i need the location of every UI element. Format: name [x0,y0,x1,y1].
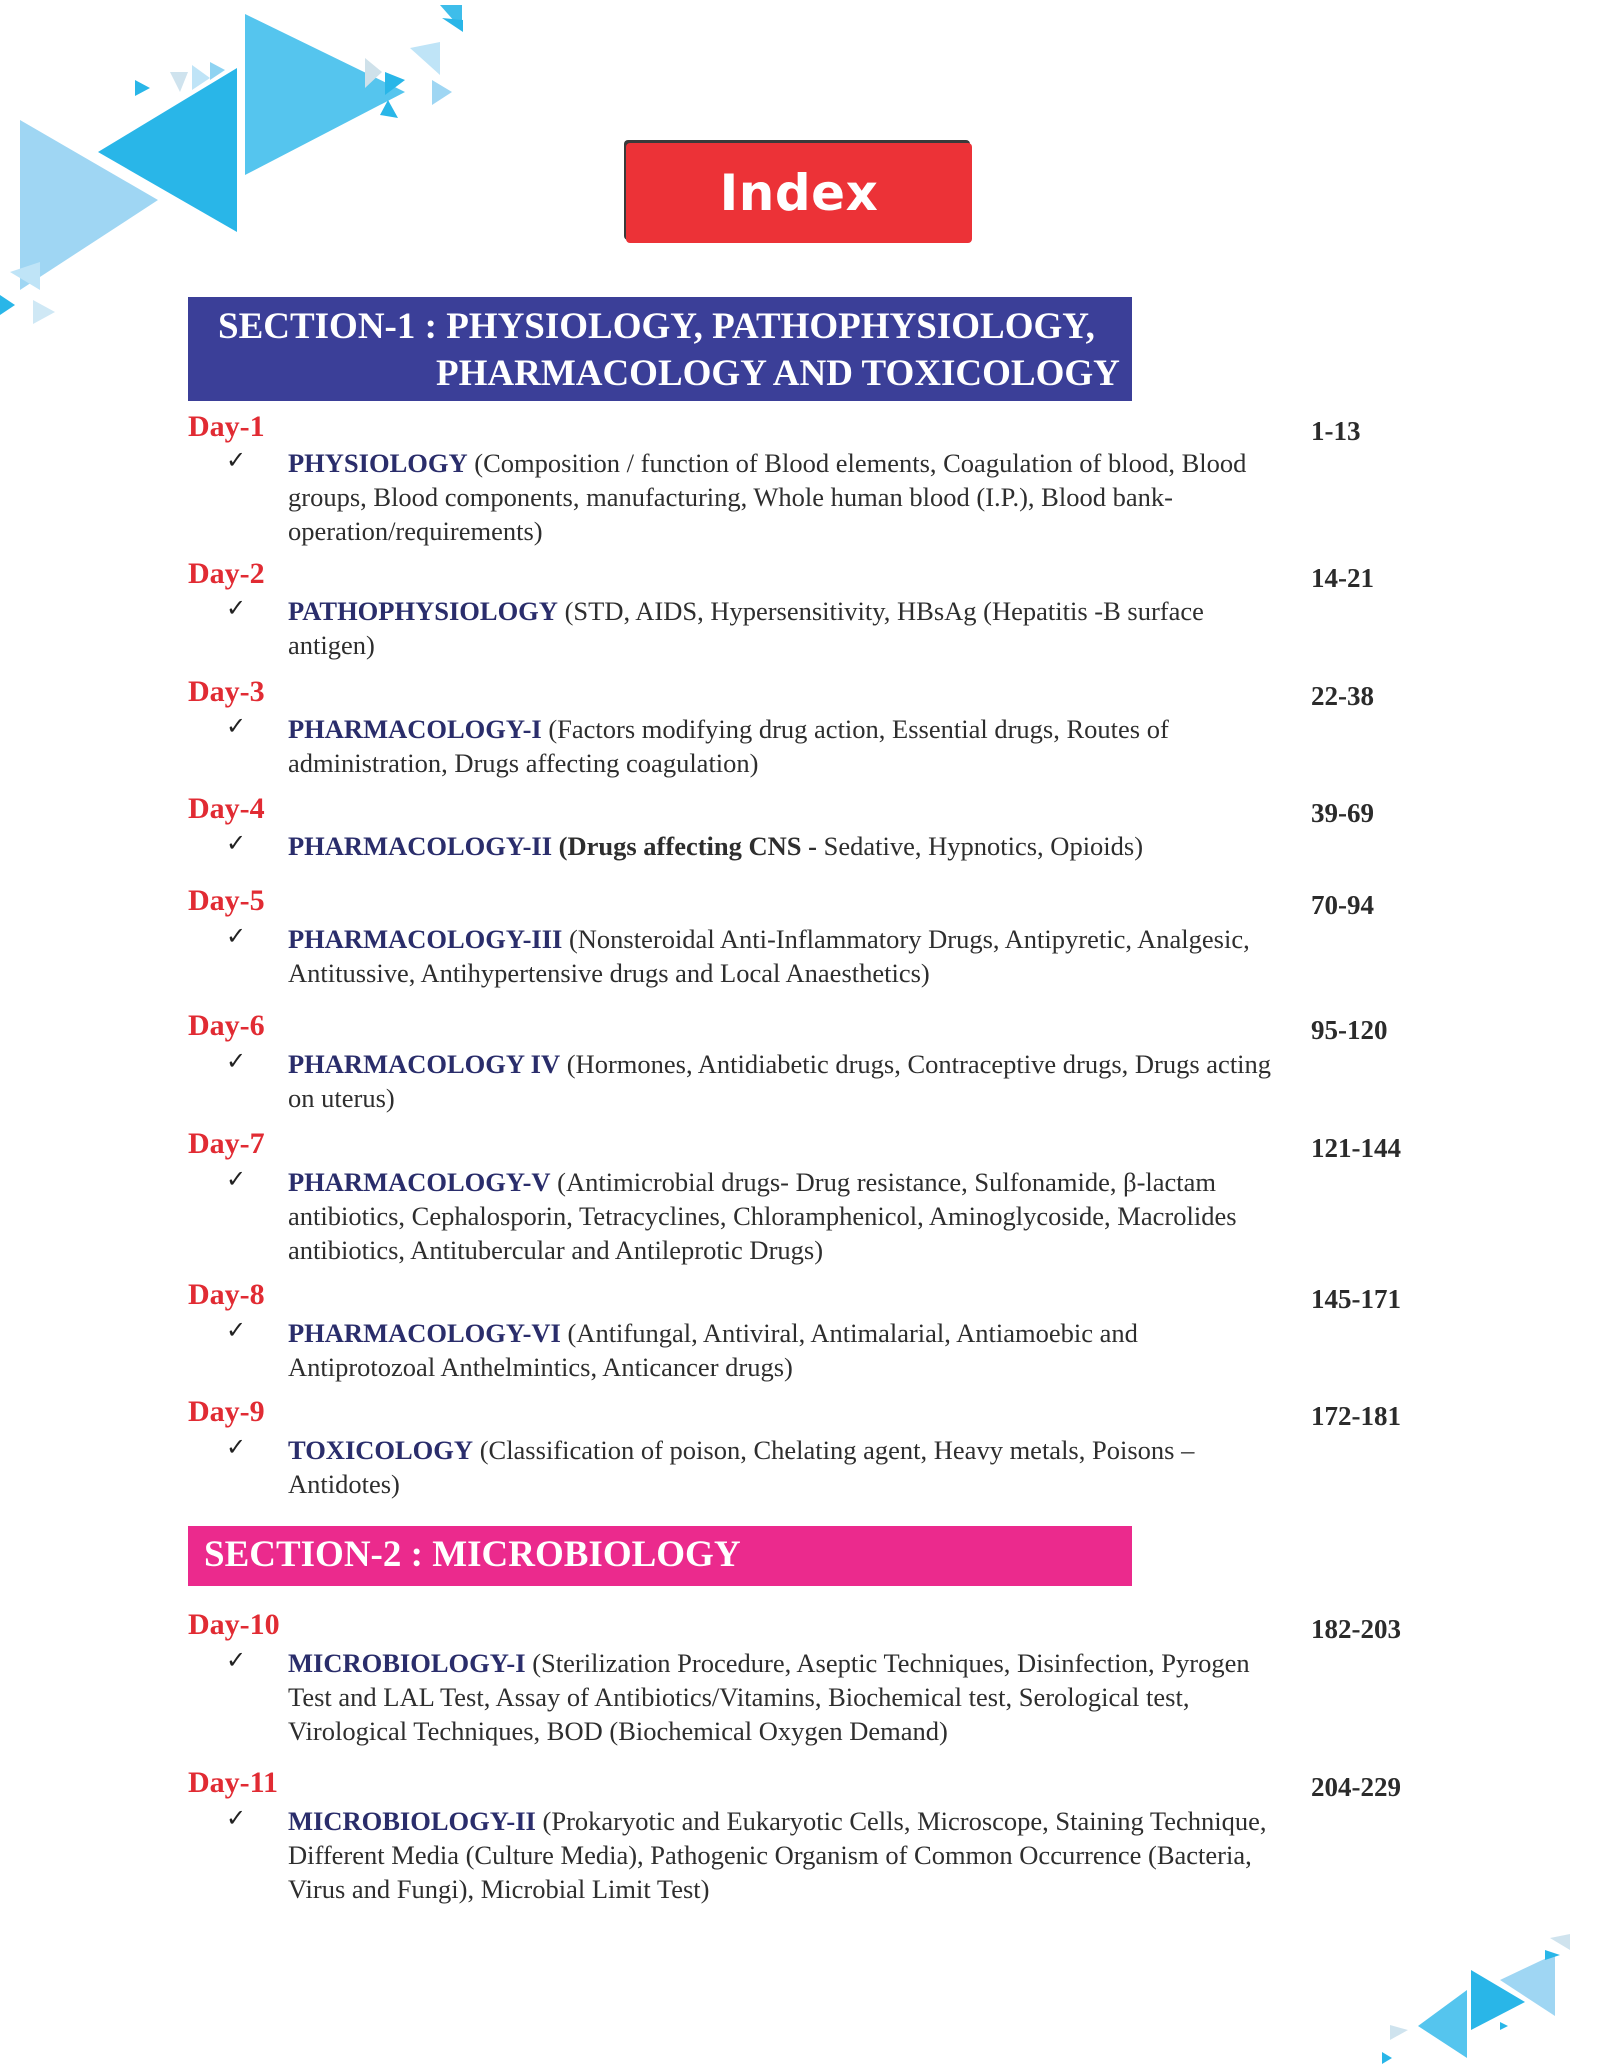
checkmark-icon: ✓ [226,1165,247,1193]
entry-description [288,1047,1288,1115]
entry-description [288,712,1288,780]
checkmark-icon: ✓ [226,446,247,474]
day-label: Day-7 [188,1127,265,1160]
entry-description [288,829,1288,863]
topic-details: (Antimicrobial drugs- Drug resistance, Sulfonamide, β-lactam antibiotics, Cephalosporin, Tetracyclines, Chloramphenicol, Aminoglycoside, Macrolides antibiotics, Antitubercular and Antileprotic Drugs) [288,1167,1237,1265]
topic-label: MICROBIOLOGY-II [288,1806,536,1836]
topic-details: Sedative, Hypnotics, Opioids) [823,831,1144,861]
page-range: 70-94 [1311,890,1374,920]
entry-description [288,594,1288,662]
checkmark-icon: ✓ [226,829,247,857]
topic-details: (Hormones, Antidiabetic drugs, Contraceptive drugs, Drugs acting on uterus) [288,1049,1272,1113]
section-2-title: SECTION-2 : MICROBIOLOGY [204,1534,741,1575]
checkmark-icon: ✓ [226,1433,247,1461]
index-title: Index [719,164,879,222]
topic-label: PHARMACOLOGY-II [288,831,553,861]
checkmark-icon: ✓ [226,1047,247,1075]
entry-description [288,446,1288,548]
day-label: Day-6 [188,1009,265,1042]
entry-description [288,1804,1288,1906]
day-label: Day-4 [188,792,265,825]
page-range: 14-21 [1311,563,1374,593]
entry-description [288,1646,1288,1748]
topic-label: PHARMACOLOGY-V [288,1167,551,1197]
day-label: Day-8 [188,1278,265,1311]
topic-label: PHARMACOLOGY IV [288,1049,561,1079]
checkmark-icon: ✓ [226,1646,247,1674]
topic-details: (Nonsteroidal Anti-Inflammatory Drugs, Antipyretic, Analgesic, Antitussive, Antihypertensive drugs and Local Anaesthetics) [288,924,1250,988]
topic-details: (Classification of poison, Chelating agent, Heavy metals, Poisons – Antidotes) [288,1435,1195,1499]
page-range: 1-13 [1311,416,1361,446]
topic-details: (Antifungal, Antiviral, Antimalarial, Antiamoebic and Antiprotozoal Anthelmintics, Anticancer drugs) [288,1318,1138,1382]
page-range: 204-229 [1311,1772,1401,1802]
index-title-badge [626,143,972,243]
topic-details: (Factors modifying drug action, Essential drugs, Routes of administration, Drugs affecting coagulation) [288,714,1169,778]
day-label: Day-3 [188,675,265,708]
topic-label: MICROBIOLOGY-I [288,1648,526,1678]
page-range: 95-120 [1311,1015,1388,1045]
entry-description [288,1165,1288,1267]
day-label: Day-9 [188,1395,265,1428]
topic-label: PATHOPHYSIOLOGY [288,596,558,626]
topic-details: (Sterilization Procedure, Aseptic Techniques, Disinfection, Pyrogen Test and LAL Test, Assay of Antibiotics/Vitamins, Biochemical test, Serological test, Virological Techniques, BOD (Biochemical Oxygen Demand) [288,1648,1250,1746]
entry-description [288,922,1288,990]
day-label: Day-1 [188,410,265,443]
checkmark-icon: ✓ [226,712,247,740]
topic-details: (Prokaryotic and Eukaryotic Cells, Microscope, Staining Technique, Different Media (Culture Media), Pathogenic Organism of Common Occurrence (Bacteria, Virus and Fungi), Microbial Limit Test) [288,1806,1267,1904]
checkmark-icon: ✓ [226,922,247,950]
page-range: 121-144 [1311,1133,1401,1163]
topic-label: PHARMACOLOGY-VI [288,1318,561,1348]
topic-label: PHYSIOLOGY [288,448,468,478]
day-label: Day-5 [188,884,265,917]
page-range: 145-171 [1311,1284,1401,1314]
topic-details: (Composition / function of Blood elements, Coagulation of blood, Blood groups, Blood components, manufacturing, Whole human blood (I.P.), Blood bank- operation/requirements) [288,448,1247,546]
page-range: 182-203 [1311,1614,1401,1644]
day-label: Day-10 [188,1608,280,1641]
page-range: 22-38 [1311,681,1374,711]
checkmark-icon: ✓ [226,1316,247,1344]
page-range: 39-69 [1311,798,1374,828]
day-label: Day-11 [188,1766,278,1799]
topic-label: PHARMACOLOGY-I [288,714,542,744]
page-range: 172-181 [1311,1401,1401,1431]
decorative-triangles-bottom-right [1370,1930,1600,2071]
section-1-header [188,297,1132,401]
section-2-header [188,1526,1132,1586]
entry-description [288,1433,1288,1501]
entry-description [288,1316,1288,1384]
section-1-title-line2: PHARMACOLOGY AND TOXICOLOGY [436,353,1120,394]
topic-details: (STD, AIDS, Hypersensitivity, HBsAg (Hepatitis -B surface antigen) [288,596,1204,660]
topic-label: PHARMACOLOGY-III [288,924,563,954]
section-1-title-line1: SECTION-1 : PHYSIOLOGY, PATHOPHYSIOLOGY, [218,306,1095,347]
topic-details-bold: (Drugs affecting CNS - [552,831,824,861]
day-label: Day-2 [188,557,265,590]
checkmark-icon: ✓ [226,1804,247,1832]
checkmark-icon: ✓ [226,594,247,622]
decorative-triangles-top-left [0,0,480,340]
topic-label: TOXICOLOGY [288,1435,474,1465]
